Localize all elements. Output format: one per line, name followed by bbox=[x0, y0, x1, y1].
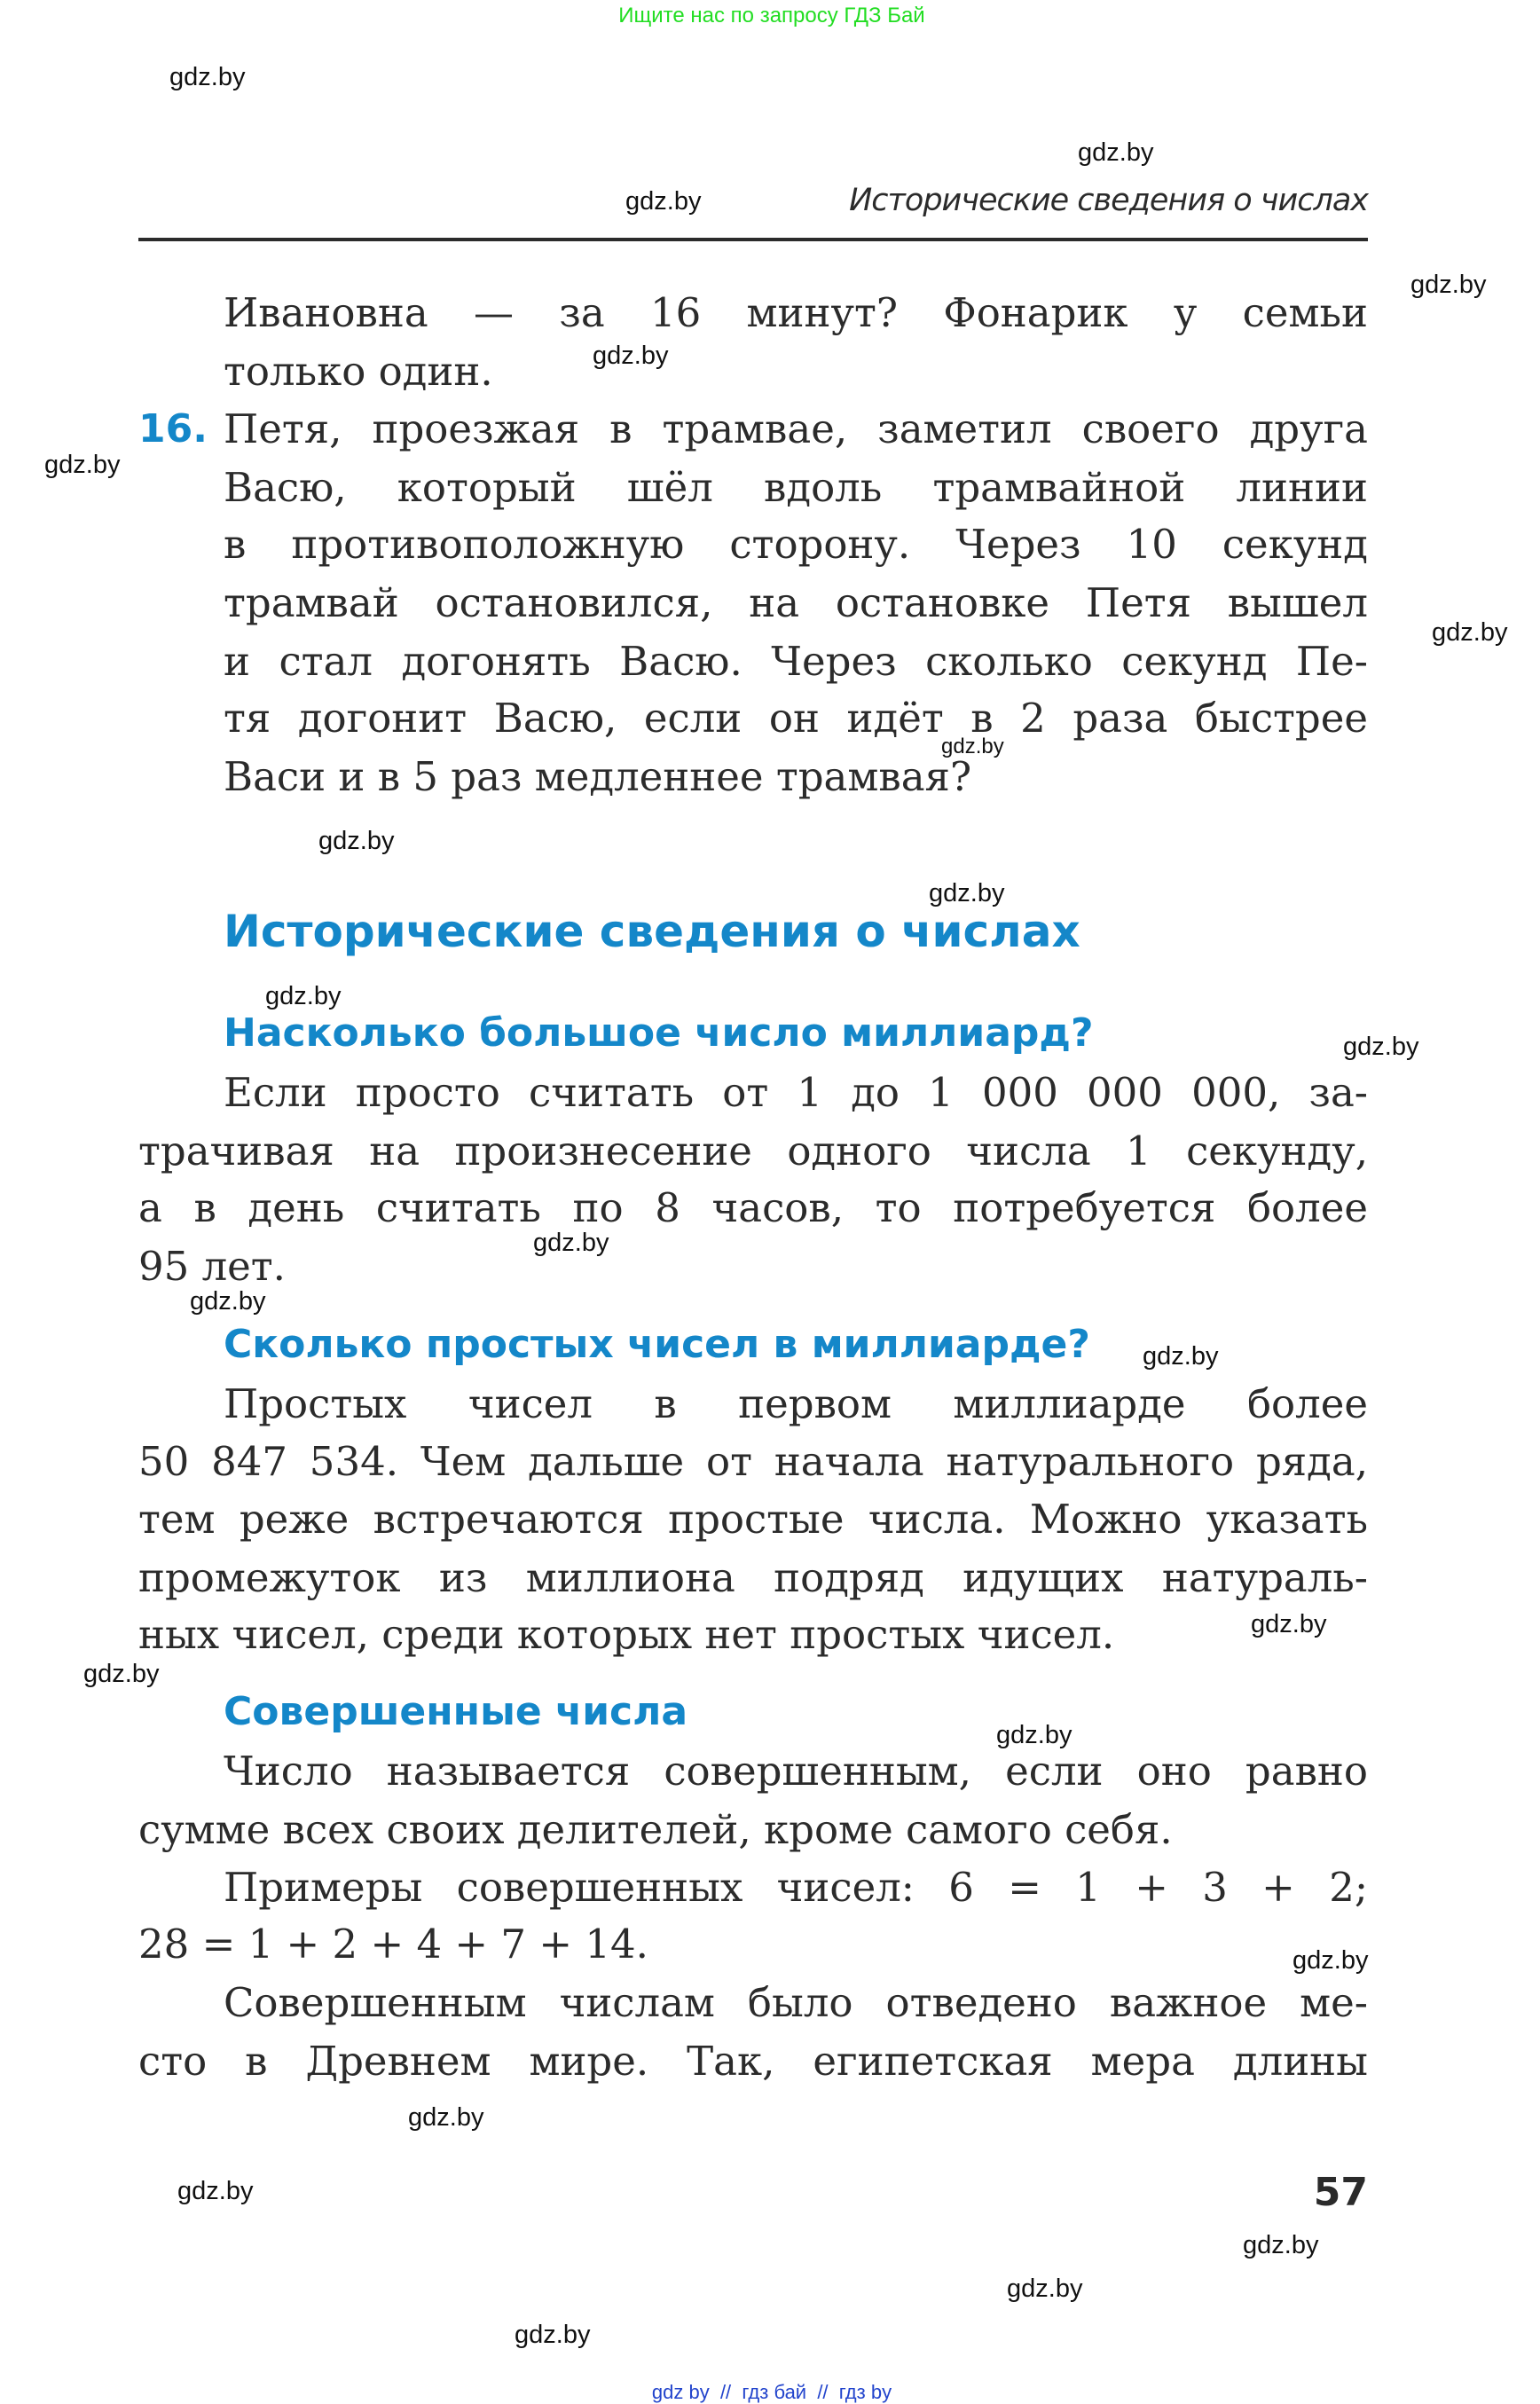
watermark-text: gdz.by bbox=[169, 63, 246, 91]
watermark-text: gdz.by bbox=[177, 2177, 254, 2205]
text-line: только один. bbox=[224, 348, 493, 395]
text-line: Число называется совершенным, если оно равно bbox=[224, 1748, 1368, 1795]
text-line: Васи и в 5 раз медленнее трамвая? bbox=[224, 753, 972, 800]
subsection-title-billion: Насколько большое число миллиард? bbox=[224, 1010, 1094, 1056]
watermark-text: gdz.by bbox=[1343, 1033, 1419, 1061]
section-title: Исторические сведения о числах bbox=[224, 906, 1080, 957]
text-line: Совершенным числам было отведено важное ме- bbox=[224, 1979, 1368, 2026]
subsection-title-perfect: Совершенные числа bbox=[224, 1689, 688, 1734]
watermark-text: gdz.by bbox=[265, 982, 342, 1010]
watermark-text: gdz.by bbox=[515, 2321, 591, 2349]
watermark-text: gdz.by bbox=[408, 2103, 484, 2132]
watermark-text: gdz.by bbox=[83, 1660, 160, 1688]
text-line: Простых чисел в первом миллиарде более bbox=[224, 1380, 1368, 1427]
text-line: Ивановна — за 16 минут? Фонарик у семьи bbox=[224, 289, 1368, 336]
text-line: и стал догонять Васю. Через сколько секунд Пе- bbox=[224, 638, 1368, 685]
watermark-text: gdz.by bbox=[1143, 1342, 1219, 1371]
watermark-text: gdz.by bbox=[190, 1287, 266, 1316]
subsection-title-primes: Сколько простых чисел в миллиарде? bbox=[224, 1322, 1090, 1367]
text-line: Петя, проезжая в трамвае, заметил своего друга bbox=[224, 405, 1368, 452]
watermark-text: gdz.by bbox=[625, 187, 702, 216]
running-title: Исторические сведения о числах bbox=[849, 183, 1368, 218]
page-number: 57 bbox=[1313, 2170, 1368, 2215]
text-line: в противоположную сторону. Через 10 секунд bbox=[224, 521, 1368, 568]
text-line: 28 = 1 + 2 + 4 + 7 + 14. bbox=[138, 1921, 648, 1968]
text-line: промежуток из миллиона подряд идущих натураль- bbox=[138, 1554, 1368, 1601]
text-line: сумме всех своих делителей, кроме самого себя. bbox=[138, 1806, 1173, 1853]
watermark-text: gdz.by bbox=[929, 879, 1005, 907]
watermark-text: gdz.by bbox=[1251, 1610, 1327, 1638]
watermark-text: gdz.by bbox=[1243, 2231, 1319, 2259]
text-line: 50 847 534. Чем дальше от начала натурального ряда, bbox=[138, 1438, 1368, 1485]
text-line: сто в Древнем мире. Так, египетская мера длины bbox=[138, 2038, 1368, 2085]
text-line: тя догонит Васю, если он идёт в 2 раза быстрее bbox=[224, 695, 1368, 742]
problem-number: 16. bbox=[138, 406, 208, 452]
watermark-text: gdz.by bbox=[593, 342, 669, 370]
watermark-text: gdz.by bbox=[1432, 618, 1508, 647]
text-line: Васю, который шёл вдоль трамвайной линии bbox=[224, 464, 1368, 511]
header-rule bbox=[138, 238, 1368, 241]
watermark-text: gdz.by bbox=[941, 735, 1004, 758]
text-line: тем реже встречаются простые числа. Можно указать bbox=[138, 1496, 1368, 1543]
watermark-text: gdz.by bbox=[996, 1721, 1072, 1749]
text-line: Примеры совершенных чисел: 6 = 1 + 3 + 2; bbox=[224, 1864, 1368, 1911]
watermark-text: gdz.by bbox=[318, 827, 395, 855]
text-line: а в день считать по 8 часов, то потребуется более bbox=[138, 1184, 1368, 1231]
text-line: 95 лет. bbox=[138, 1243, 286, 1290]
text-line: Если просто считать от 1 до 1 000 000 000, за- bbox=[224, 1069, 1368, 1116]
watermark-text: gdz.by bbox=[1007, 2274, 1083, 2303]
watermark-text: gdz.by bbox=[1078, 138, 1154, 167]
text-line: ных чисел, среди которых нет простых чисел. bbox=[138, 1611, 1115, 1658]
watermark-text: gdz.by bbox=[1292, 1946, 1369, 1975]
text-line: трачивая на произнесение одного числа 1 секунду, bbox=[138, 1127, 1368, 1175]
watermark-text: gdz.by bbox=[44, 451, 121, 479]
bottom-links[interactable]: gdz by // гдз бай // гдз by bbox=[651, 2381, 892, 2403]
watermark-text: gdz.by bbox=[533, 1229, 609, 1257]
text-line: трамвай остановился, на остановке Петя вышел bbox=[224, 579, 1368, 626]
top-banner[interactable]: Ищите нас по запросу ГДЗ Бай bbox=[618, 4, 925, 27]
watermark-text: gdz.by bbox=[1410, 271, 1487, 299]
